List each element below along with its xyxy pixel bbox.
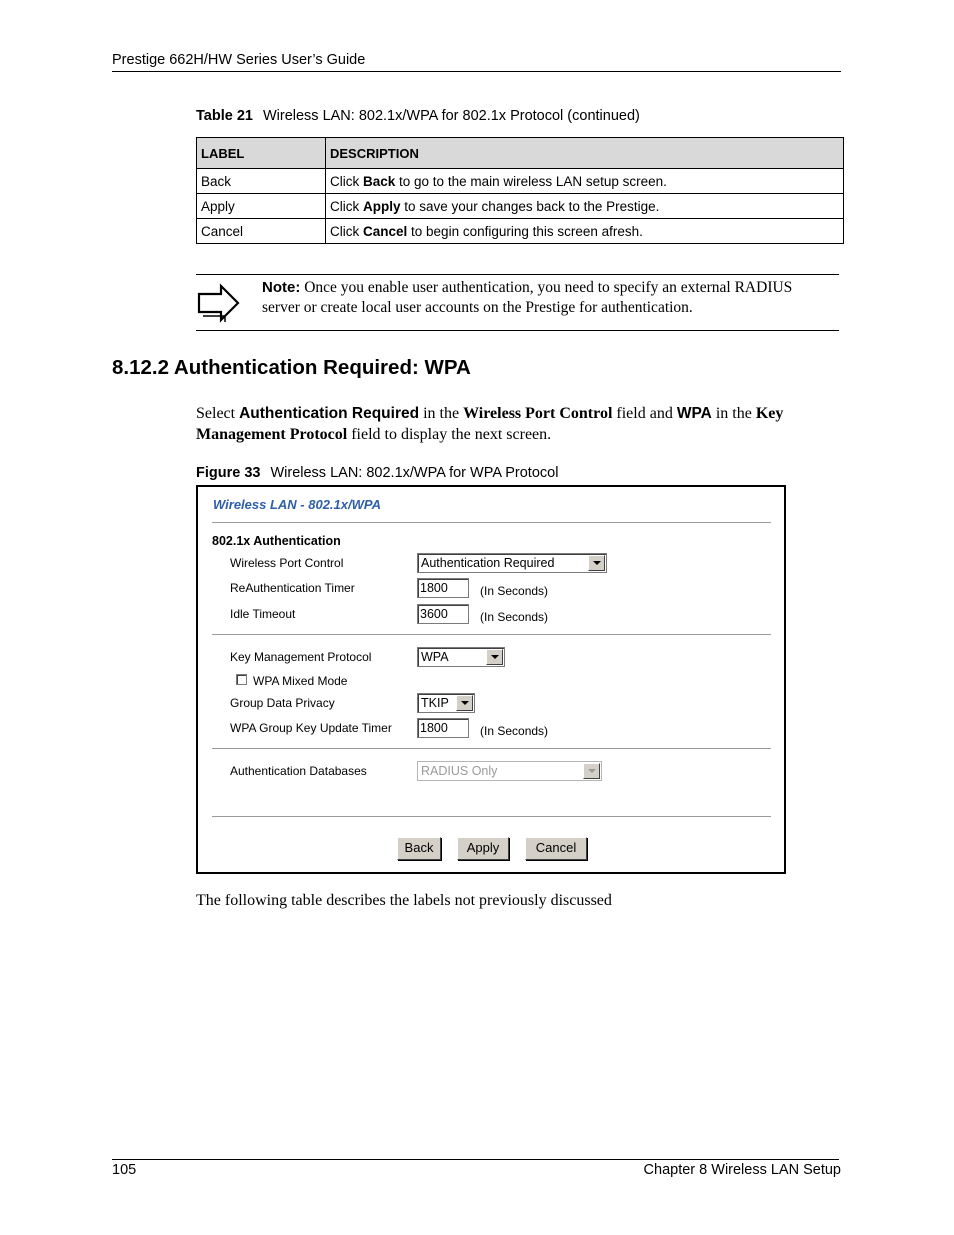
reauth-timer-unit: (In Seconds) xyxy=(480,584,549,598)
table-row xyxy=(197,219,844,244)
body-bold-sans: Authentication Required xyxy=(239,405,420,422)
figure-caption xyxy=(196,465,558,481)
body-text: field to display the next screen. xyxy=(347,426,552,443)
auth-databases-label: Authentication Databases xyxy=(230,764,367,778)
row-label: Back xyxy=(197,169,326,194)
table-row xyxy=(197,169,844,194)
body-text: field and xyxy=(612,405,677,422)
footer-rule xyxy=(112,1159,839,1160)
desc-bold: Back xyxy=(363,173,396,189)
note-label: Note: xyxy=(262,279,301,296)
chevron-down-icon xyxy=(583,763,600,779)
row-description xyxy=(326,169,844,194)
select-value: TKIP xyxy=(421,696,449,710)
description-table xyxy=(196,137,844,244)
column-header-label: LABEL xyxy=(197,138,326,169)
group-key-timer-label: WPA Group Key Update Timer xyxy=(230,721,392,735)
body-paragraph xyxy=(196,403,841,445)
separator xyxy=(212,748,771,750)
note-top-rule xyxy=(196,274,839,275)
group-key-timer-input[interactable]: 1800 xyxy=(417,718,469,738)
desc-text: Click xyxy=(330,198,363,214)
section-heading: 8.12.2 Authentication Required: WPA xyxy=(112,356,471,379)
row-label: Cancel xyxy=(197,219,326,244)
wpa-mixed-mode-label: WPA Mixed Mode xyxy=(253,674,348,688)
group-data-privacy-label: Group Data Privacy xyxy=(230,696,335,710)
cancel-button[interactable]: Cancel xyxy=(525,837,587,860)
group-data-privacy-select[interactable] xyxy=(417,693,475,713)
arrow-right-icon xyxy=(197,281,241,325)
wireless-port-control-select[interactable] xyxy=(417,553,607,573)
desc-text: Click xyxy=(330,223,363,239)
reauth-timer-label: ReAuthentication Timer xyxy=(230,581,355,595)
body-text: in the xyxy=(711,405,756,422)
column-header-description: DESCRIPTION xyxy=(326,138,844,169)
screen-title: Wireless LAN - 802.1x/WPA xyxy=(213,497,381,512)
select-value: RADIUS Only xyxy=(421,764,498,778)
wireless-lan-screenshot xyxy=(196,485,786,874)
page-number: 105 xyxy=(112,1162,137,1178)
header-rule xyxy=(112,71,841,72)
auth-databases-select[interactable] xyxy=(417,761,602,781)
desc-bold: Cancel xyxy=(363,223,408,239)
running-header: Prestige 662H/HW Series User’s Guide xyxy=(112,52,366,68)
table-caption-text: Wireless LAN: 802.1x/WPA for 802.1x Protocol (continued) xyxy=(262,108,640,124)
select-value: Authentication Required xyxy=(421,556,555,570)
figure-caption-text: Wireless LAN: 802.1x/WPA for WPA Protocol xyxy=(270,465,559,481)
separator xyxy=(212,816,771,818)
select-value: WPA xyxy=(421,650,449,664)
body-text: in the xyxy=(419,405,464,422)
wireless-port-control-label: Wireless Port Control xyxy=(230,556,344,570)
table-header-row xyxy=(197,138,844,169)
body-bold-sans: WPA xyxy=(676,405,712,422)
note-body: Once you enable user authentication, you need to specify an external RADIUS server or create local user accounts on the Prestige for authentication. xyxy=(262,279,793,316)
body-bold: Key Management Protocol xyxy=(196,405,784,443)
desc-bold: Apply xyxy=(363,198,401,214)
note-text xyxy=(262,278,832,318)
wpa-mixed-mode-checkbox[interactable] xyxy=(236,674,247,685)
note-bottom-rule xyxy=(196,330,839,331)
row-description xyxy=(326,219,844,244)
group-title: 802.1x Authentication xyxy=(212,534,341,548)
chevron-down-icon xyxy=(486,649,503,665)
table-row xyxy=(197,194,844,219)
body-text: Select xyxy=(196,405,240,422)
idle-timeout-input[interactable]: 3600 xyxy=(417,604,469,624)
key-management-select[interactable] xyxy=(417,647,505,667)
row-label: Apply xyxy=(197,194,326,219)
body-bold: Wireless Port Control xyxy=(463,405,613,422)
figure-caption-label: Figure 33 xyxy=(196,465,261,481)
apply-button[interactable]: Apply xyxy=(457,837,509,860)
desc-text: to save your changes back to the Prestige. xyxy=(400,198,660,214)
reauth-timer-input[interactable]: 1800 xyxy=(417,578,469,598)
desc-text: to begin configuring this screen afresh. xyxy=(407,223,643,239)
chevron-down-icon xyxy=(456,695,473,711)
desc-text: to go to the main wireless LAN setup screen. xyxy=(395,173,667,189)
table-caption-label: Table 21 xyxy=(196,108,253,124)
key-management-label: Key Management Protocol xyxy=(230,650,372,664)
row-description xyxy=(326,194,844,219)
back-button[interactable]: Back xyxy=(397,837,441,860)
idle-timeout-unit: (In Seconds) xyxy=(480,610,549,624)
trailing-paragraph: The following table describes the labels not previously discussed xyxy=(196,892,612,909)
chevron-down-icon xyxy=(588,555,605,571)
chapter-title: Chapter 8 Wireless LAN Setup xyxy=(643,1162,841,1178)
table-caption xyxy=(196,108,640,124)
desc-text: Click xyxy=(330,173,363,189)
group-key-timer-unit: (In Seconds) xyxy=(480,724,549,738)
idle-timeout-label: Idle Timeout xyxy=(230,607,296,621)
separator xyxy=(212,634,771,636)
separator xyxy=(212,522,771,524)
